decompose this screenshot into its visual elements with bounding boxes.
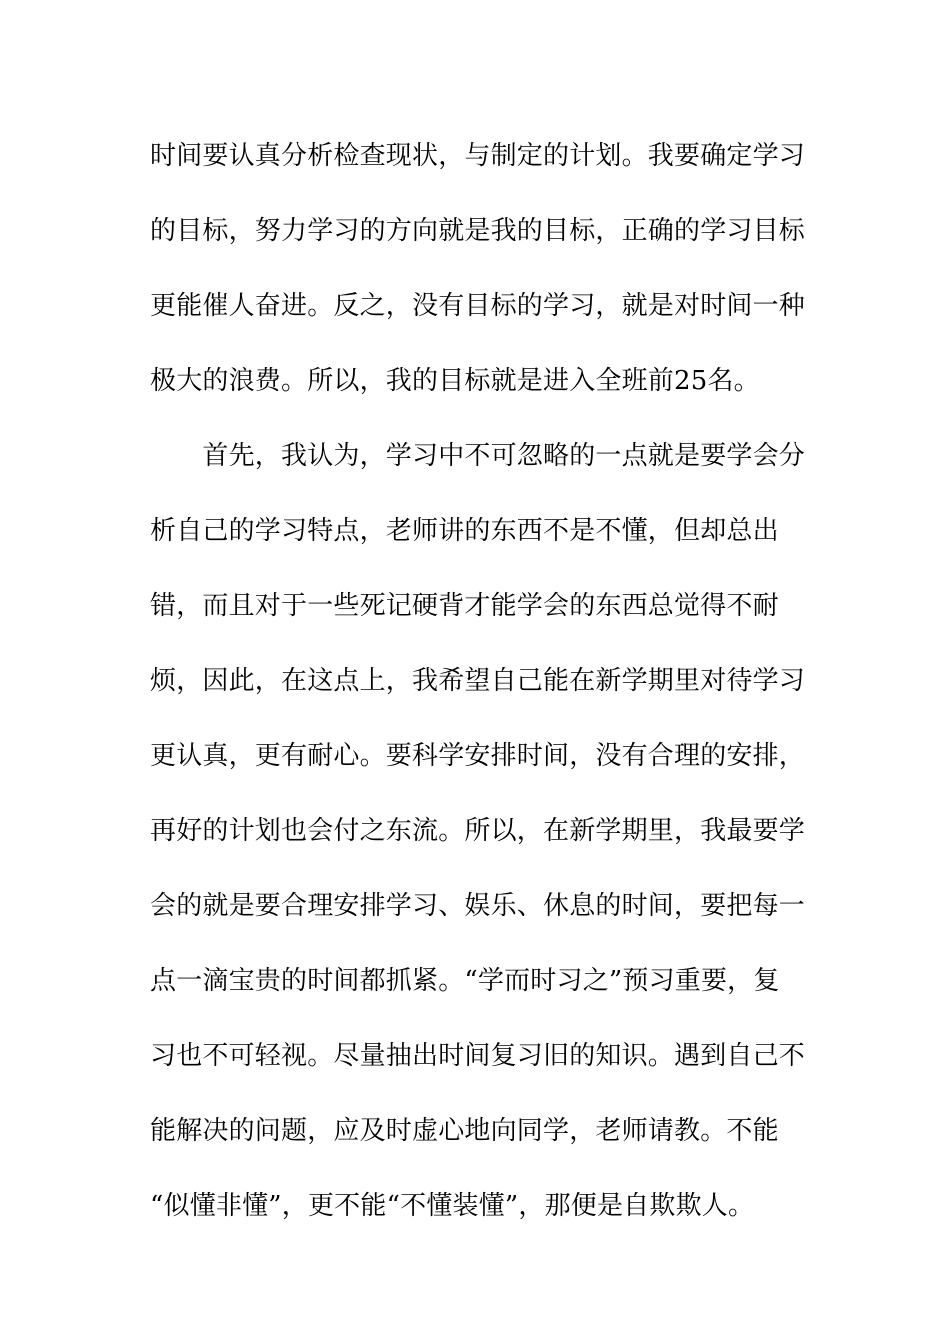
text-line-13: 习也不可轻视。尽量抽出时间复习旧的知识。遇到自己不 xyxy=(150,1041,806,1071)
text-line-9: 更认真，更有耐心。要科学安排时间，没有合理的安排， xyxy=(150,741,806,771)
body-text xyxy=(150,126,810,1251)
text-line-10: 再好的计划也会付之东流。所以，在新学期里，我最要学 xyxy=(150,816,806,846)
text-line-3: 更能催人奋进。反之，没有目标的学习，就是对时间一种 xyxy=(150,291,806,321)
text-line-2: 的目标，努力学习的方向就是我的目标，正确的学习目标 xyxy=(150,216,806,246)
text-line-11: 会的就是要合理安排学习、娱乐、休息的时间，要把每一 xyxy=(150,891,806,921)
text-line-7: 错，而且对于一些死记硬背才能学会的东西总觉得不耐 xyxy=(150,591,779,621)
text-line-6: 析自己的学习特点，老师讲的东西不是不懂，但却总出 xyxy=(150,516,779,546)
text-line-1: 时间要认真分析检查现状，与制定的计划。我要确定学习 xyxy=(150,141,806,171)
text-line-5: 首先，我认为，学习中不可忽略的一点就是要学会分 xyxy=(150,441,806,471)
text-line-4: 极大的浪费。所以，我的目标就是进入全班前25名。 xyxy=(150,366,760,396)
text-line-8: 烦，因此，在这点上，我希望自己能在新学期里对待学习 xyxy=(150,666,806,696)
text-line-12: 点一滴宝贵的时间都抓紧。“学而时习之”预习重要，复 xyxy=(150,966,780,996)
text-line-14: 能解决的问题，应及时虚心地向同学，老师请教。不能 xyxy=(150,1116,779,1146)
text-line-15: “似懂非懂”，更不能“不懂装懂”，那便是自欺欺人。 xyxy=(150,1191,755,1221)
